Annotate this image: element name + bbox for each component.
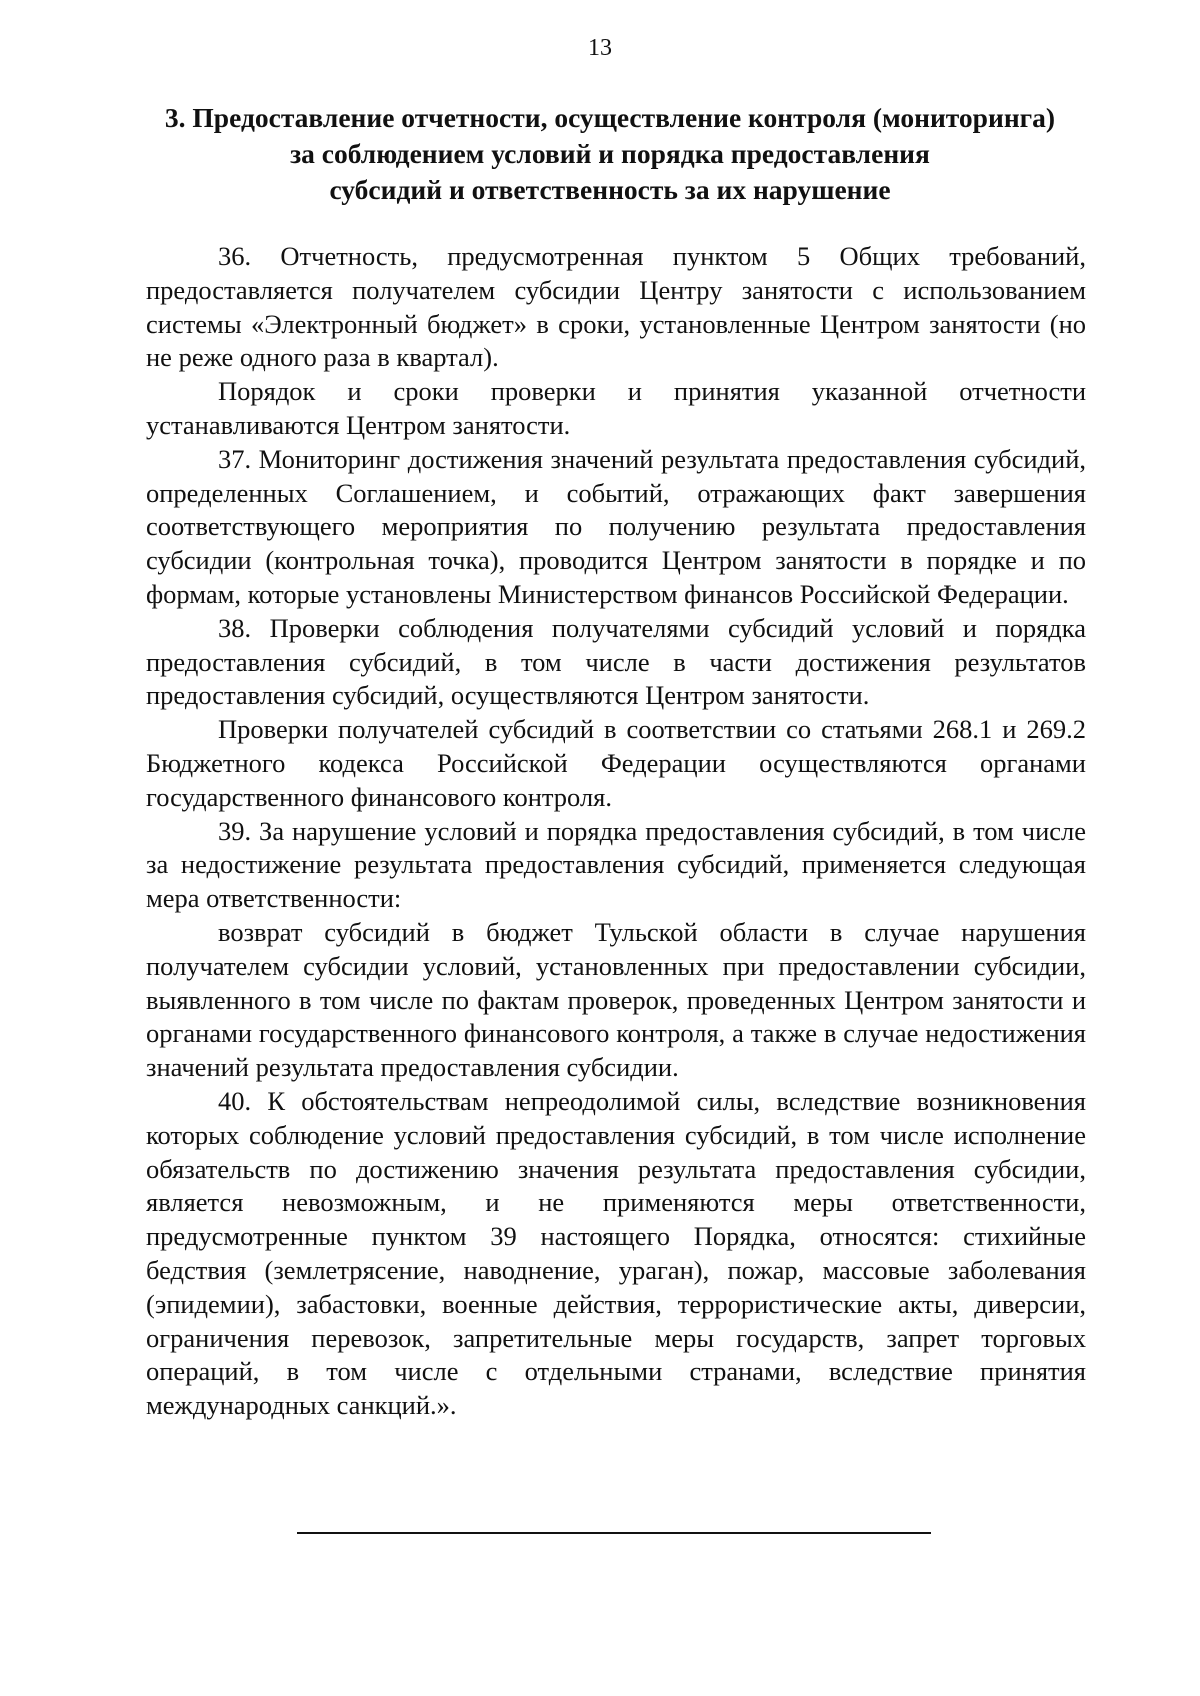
closing-rule [297, 1532, 931, 1534]
document-body [146, 240, 1086, 1423]
paragraph-38: 38. Проверки соблюдения получателями субсидий условий и порядка предоставления субсидий, в том числе в части достижения результатов предоставления субсидий, осуществляются Центром занятости. [146, 612, 1086, 711]
section-heading [135, 100, 1085, 208]
paragraph-39-refund-measure: возврат субсидий в бюджет Тульской области в случае нарушения получателем субсидии условий, установленных при предоставлении субсидии, выявленного в том числе по фактам проверок, проведенных Центром занятости и органами государственного финансового контроля, а также в случае недостижения значений результата предоставления субсидии. [146, 916, 1086, 1083]
paragraph-36: 36. Отчетность, предусмотренная пунктом 5 Общих требований, предоставляется получателем субсидии Центру занятости с использованием системы «Электронный бюджет» в сроки, установленные Центром занятости (но не реже одного раза в квартал). [146, 241, 1086, 373]
page-number: 13 [588, 35, 612, 61]
section-heading-line: 3. Предоставление отчетности, осуществление контроля (мониторинга) [164, 102, 1056, 133]
section-heading-line: субсидий и ответственность за их нарушение [329, 174, 891, 205]
paragraph-38-state-control: Проверки получателей субсидий в соответствии со статьями 268.1 и 269.2 Бюджетного кодекса Российской Федерации осуществляются органами государственного финансового контроля. [146, 714, 1086, 812]
section-heading-line: за соблюдением условий и порядка предоставления [290, 138, 930, 169]
paragraph-39: 39. За нарушение условий и порядка предоставления субсидий, в том числе за недостижение результата предоставления субсидий, применяется следующая мера ответственности: [146, 815, 1086, 914]
paragraph-40: 40. К обстоятельствам непреодолимой силы, вследствие возникновения которых соблюдение условий предоставления субсидий, в том числе исполнение обязательств по достижению значения результата предоставления субсидии, является невозможным, и не применяются меры ответственности, предусмотренные пунктом 39 настоящего Порядка, относятся: стихийные бедствия (землетрясение, наводнение, ураган), пожар, массовые заболевания (эпидемии), забастовки, военные действия, террористические акты, диверсии, ограничения перевозок, запретительные меры государств, запрет торговых операций, в том числе с отдельными странами, вследствие принятия международных санкций.». [146, 1085, 1086, 1421]
paragraph-37: 37. Мониторинг достижения значений результата предоставления субсидий, определенных Соглашением, и событий, отражающих факт завершения соответствующего мероприятия по получению результата предоставления субсидии (контрольная точка), проводится Центром занятости в порядке и по формам, которые установлены Министерством финансов Российской Федерации. [146, 443, 1086, 609]
paragraph-36-report-procedure: Порядок и сроки проверки и принятия указанной отчетности устанавливаются Центром занятости. [146, 376, 1086, 440]
